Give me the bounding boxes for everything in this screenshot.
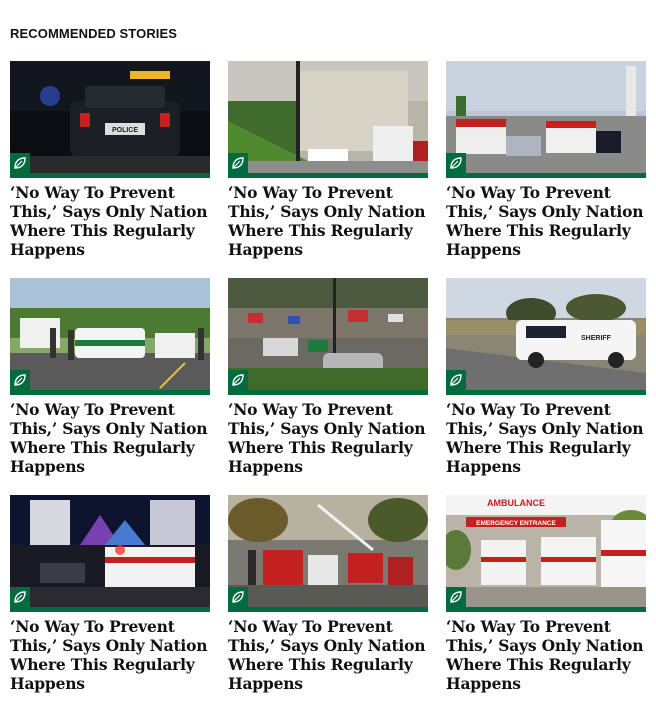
story-card[interactable]	[228, 61, 428, 278]
story-card[interactable]	[446, 495, 646, 712]
onion-leaf-badge	[446, 153, 466, 173]
green-accent-bar	[10, 173, 210, 178]
onion-leaf-badge	[446, 370, 466, 390]
onion-leaf-badge	[10, 370, 30, 390]
story-photo	[446, 61, 646, 173]
onion-leaf-badge	[10, 587, 30, 607]
story-thumbnail[interactable]	[228, 278, 428, 395]
story-photo	[10, 278, 210, 390]
story-photo	[10, 61, 210, 173]
story-thumbnail[interactable]	[228, 495, 428, 612]
green-accent-bar	[446, 173, 646, 178]
police-text: POLICE	[111, 127, 139, 134]
emergency-sign-text: EMERGENCY ENTRANCE	[476, 520, 556, 527]
story-card[interactable]	[446, 278, 646, 495]
onion-leaf-icon	[13, 373, 27, 387]
story-card[interactable]	[228, 278, 428, 495]
onion-leaf-icon	[449, 156, 463, 170]
story-photo	[228, 61, 428, 173]
story-card[interactable]	[10, 278, 210, 495]
onion-leaf-icon	[449, 590, 463, 604]
green-accent-bar	[10, 607, 210, 612]
story-thumbnail[interactable]	[446, 495, 646, 612]
story-thumbnail[interactable]	[10, 278, 210, 395]
story-headline[interactable]: ‘No Way To Prevent This,’ Says Only Nation Where This Regularly Happens	[10, 183, 208, 259]
story-card[interactable]	[446, 61, 646, 278]
green-accent-bar	[446, 607, 646, 612]
green-accent-bar	[446, 390, 646, 395]
onion-leaf-icon	[13, 590, 27, 604]
story-thumbnail[interactable]	[446, 278, 646, 395]
stories-grid	[10, 61, 646, 712]
story-photo	[446, 278, 646, 390]
onion-leaf-icon	[231, 373, 245, 387]
ambulance-sign-text: AMBULANCE	[487, 498, 545, 508]
onion-leaf-icon	[449, 373, 463, 387]
story-card[interactable]	[10, 61, 210, 278]
story-photo	[446, 495, 646, 607]
onion-leaf-badge	[228, 153, 248, 173]
onion-leaf-badge	[228, 587, 248, 607]
story-headline[interactable]: ‘No Way To Prevent This,’ Says Only Nation Where This Regularly Happens	[10, 400, 208, 476]
sheriff-text: SHERIFF	[581, 335, 611, 342]
story-headline[interactable]: ‘No Way To Prevent This,’ Says Only Nation Where This Regularly Happens	[446, 617, 644, 693]
story-card[interactable]	[10, 495, 210, 712]
story-thumbnail[interactable]	[228, 61, 428, 178]
green-accent-bar	[10, 390, 210, 395]
story-photo	[228, 278, 428, 390]
story-headline[interactable]: ‘No Way To Prevent This,’ Says Only Nation Where This Regularly Happens	[446, 400, 644, 476]
green-accent-bar	[228, 173, 428, 178]
story-thumbnail[interactable]	[10, 495, 210, 612]
story-headline[interactable]: ‘No Way To Prevent This,’ Says Only Nation Where This Regularly Happens	[228, 183, 426, 259]
story-thumbnail[interactable]	[446, 61, 646, 178]
story-photo	[10, 495, 210, 607]
story-headline[interactable]: ‘No Way To Prevent This,’ Says Only Nation Where This Regularly Happens	[228, 617, 426, 693]
story-headline[interactable]: ‘No Way To Prevent This,’ Says Only Nation Where This Regularly Happens	[10, 617, 208, 693]
story-card[interactable]	[228, 495, 428, 712]
onion-leaf-icon	[231, 156, 245, 170]
green-accent-bar	[228, 607, 428, 612]
onion-leaf-badge	[446, 587, 466, 607]
onion-leaf-icon	[231, 590, 245, 604]
onion-leaf-icon	[13, 156, 27, 170]
story-headline[interactable]: ‘No Way To Prevent This,’ Says Only Nation Where This Regularly Happens	[228, 400, 426, 476]
section-heading: RECOMMENDED STORIES	[10, 26, 178, 41]
story-headline[interactable]: ‘No Way To Prevent This,’ Says Only Nation Where This Regularly Happens	[446, 183, 644, 259]
onion-leaf-badge	[228, 370, 248, 390]
story-photo	[228, 495, 428, 607]
green-accent-bar	[228, 390, 428, 395]
story-thumbnail[interactable]	[10, 61, 210, 178]
onion-leaf-badge	[10, 153, 30, 173]
